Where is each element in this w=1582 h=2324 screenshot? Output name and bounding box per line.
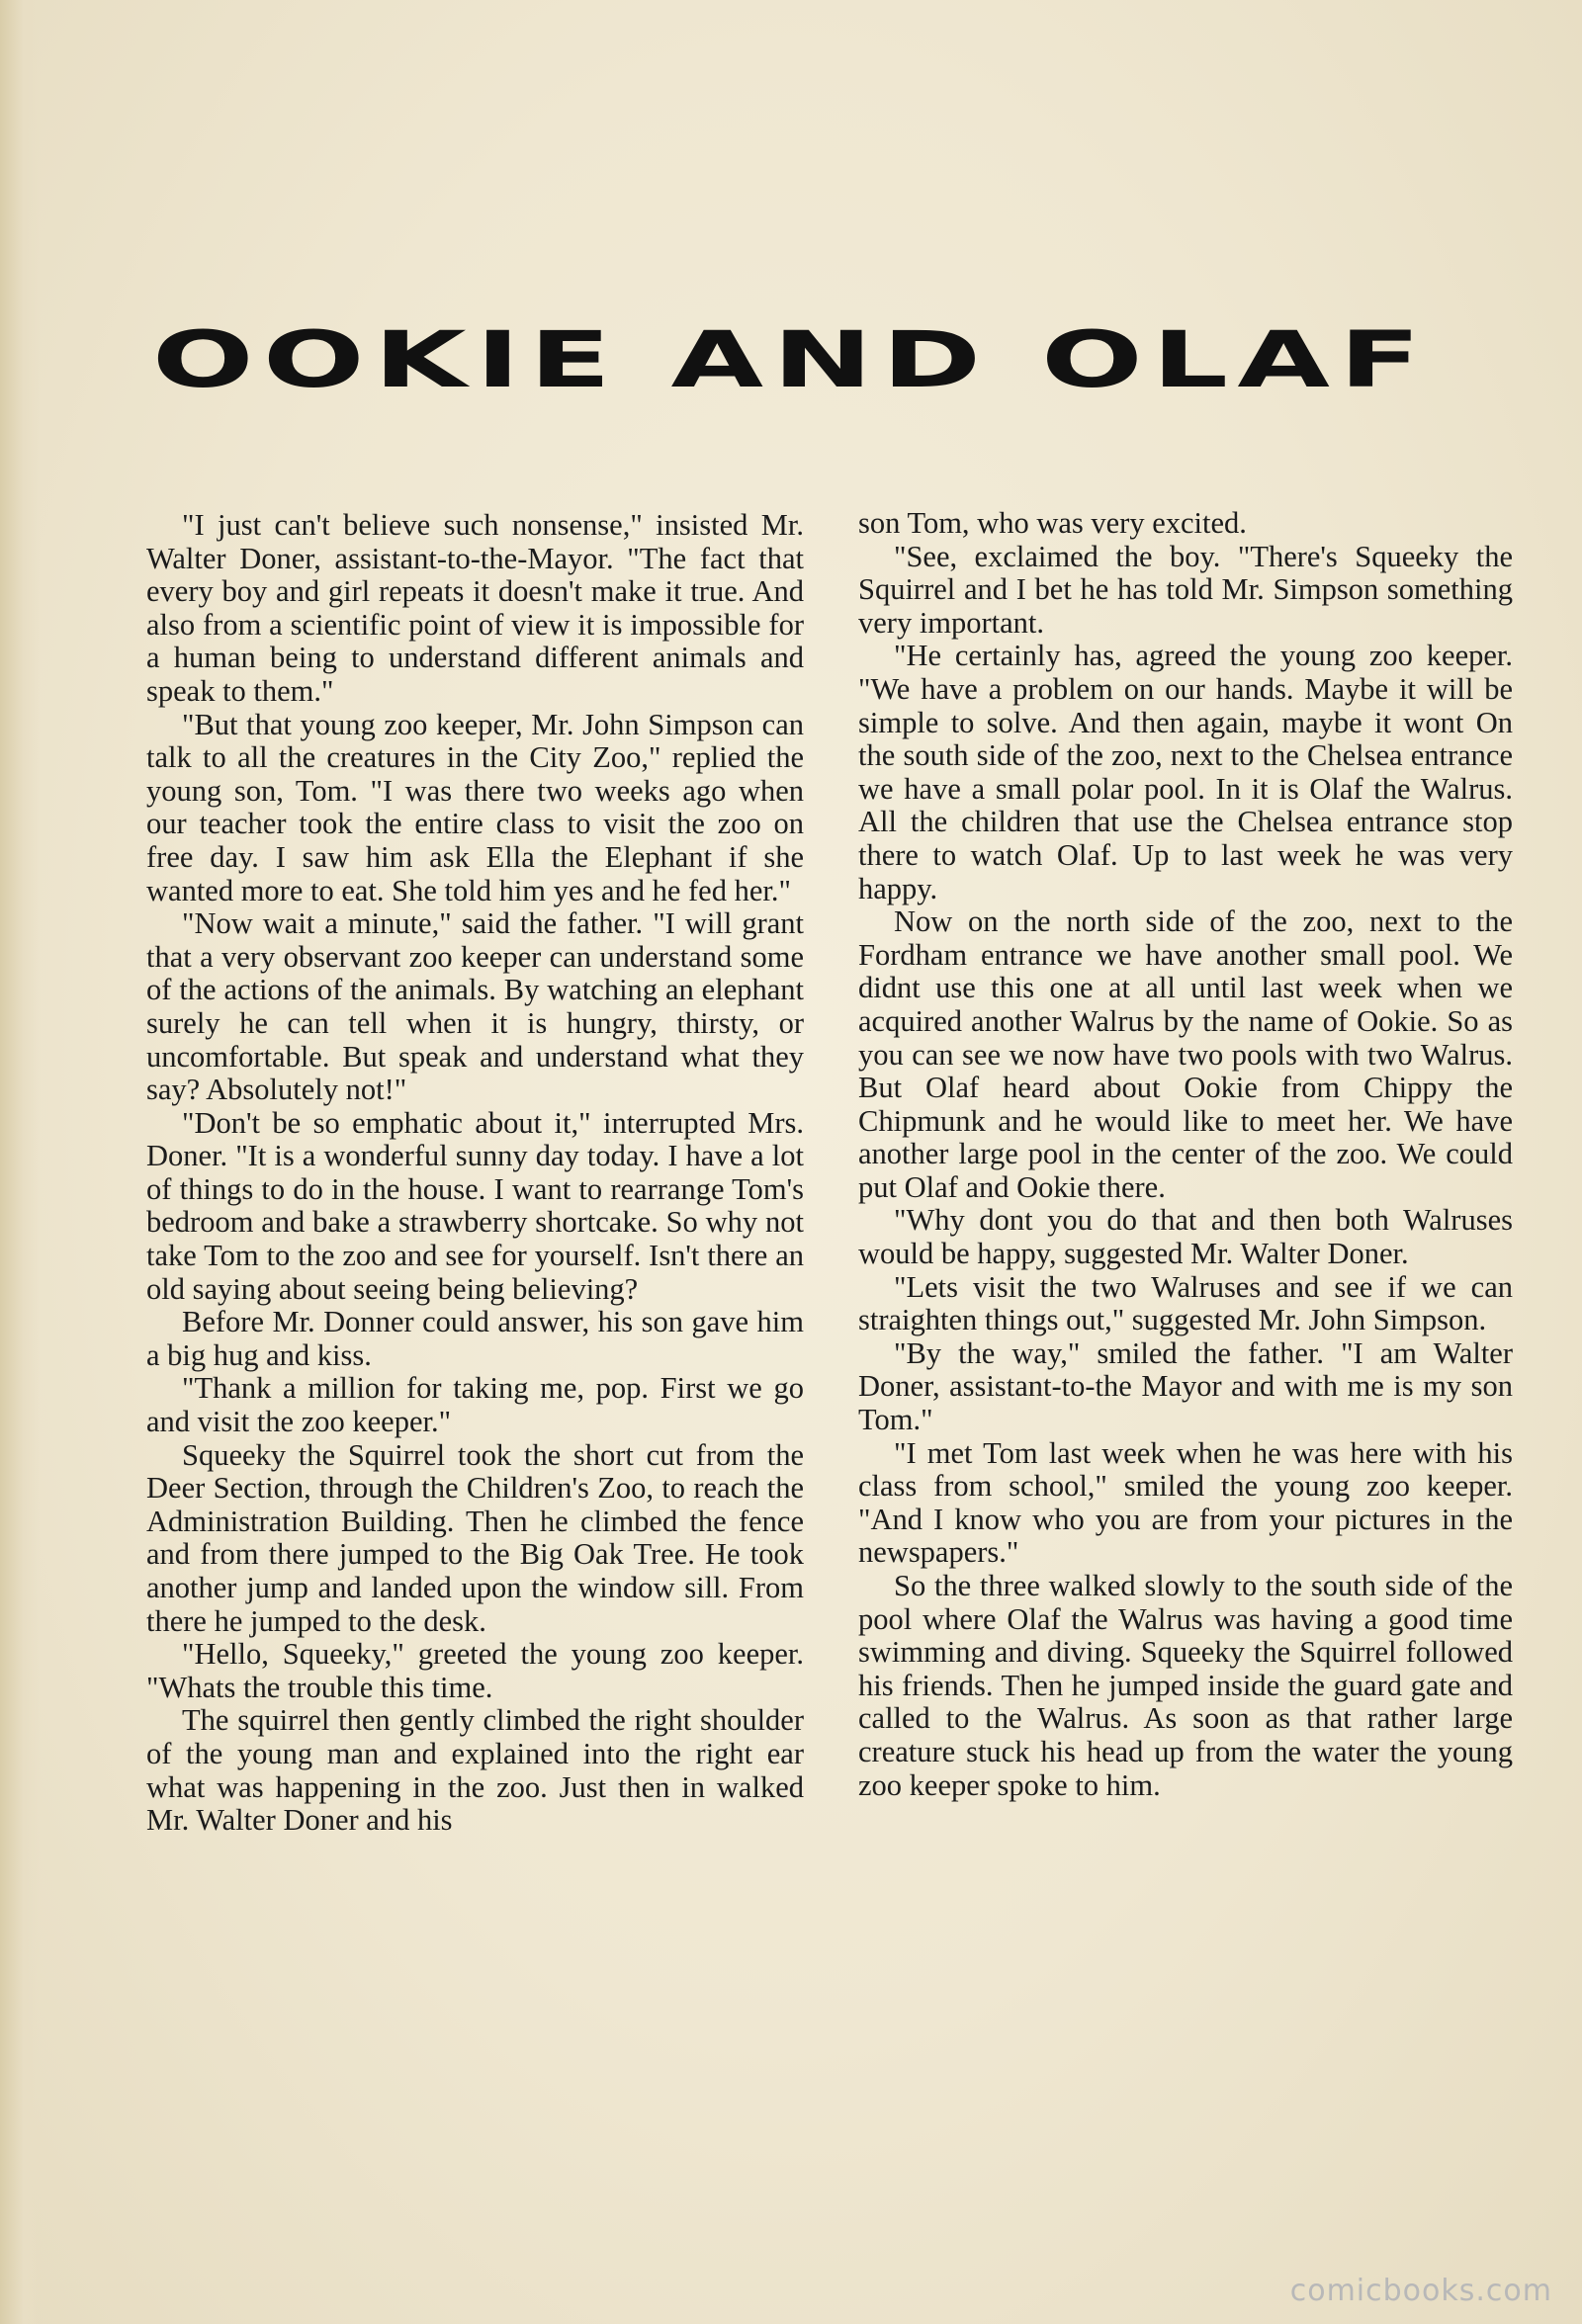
paragraph: "See, exclaimed the boy. "There's Squeeky the Squirrel and I bet he has told Mr. Simpson something very important.: [858, 539, 1513, 640]
paragraph: "Thank a million for taking me, pop. First we go and visit the zoo keeper.": [146, 1371, 804, 1439]
watermark: comicbooks.com: [1289, 2274, 1552, 2308]
left-text-column: [146, 509, 804, 1838]
paragraph: "Now wait a minute," said the father. "I will grant that a very observant zoo keeper can understand some of the actions of the animals. By watching an elephant surely he can tell when it is hungry, thirsty, or uncomfortable. But speak and understand what they say? Absolutely not!": [146, 906, 804, 1107]
paragraph: "Lets visit the two Walruses and see if we can straighten things out," suggested Mr. John Simpson.: [858, 1269, 1513, 1337]
paragraph: "Why dont you do that and then both Walruses would be happy, suggested Mr. Walter Doner.: [858, 1203, 1513, 1271]
paragraph: "Hello, Squeeky," greeted the young zoo keeper. "Whats the trouble this time.: [146, 1637, 804, 1704]
paragraph: "Don't be so emphatic about it," interrupted Mrs. Doner. "It is a wonderful sunny day today. I have a lot of things to do in the house. I want to rearrange Tom's bedroom and bake a strawberry shortcake. So why not take Tom to the zoo and see for yourself. Isn't there an old saying about seeing being believing?: [146, 1105, 804, 1306]
story-title: OOKIE AND OLAF: [151, 316, 1431, 406]
right-text-column: [858, 507, 1513, 1802]
paragraph: So the three walked slowly to the south side of the pool where Olaf the Walrus was having a good time swimming and diving. Squeeky the Squirrel followed his friends. Then he jumped inside the guard gate and called to the Walrus. As soon as that rather large creature stuck his head up from the water the young zoo keeper spoke to him.: [858, 1569, 1513, 1802]
paragraph: Before Mr. Donner could answer, his son gave him a big hug and kiss.: [146, 1305, 804, 1372]
paragraph: "By the way," smiled the father. "I am Walter Doner, assistant-to-the Mayor and with me is my son Tom.": [858, 1335, 1513, 1437]
paragraph: Now on the north side of the zoo, next to the Fordham entrance we have another small pool. We didnt use this one at all until last week when we acquired another Walrus by the name of Ookie. So as you can see we now have two pools with two Walrus. But Olaf heard about Ookie from Chippy the Chipmunk and he would like to meet her. We have another large pool in the center of the zoo. We could put Olaf and Ookie there.: [858, 904, 1513, 1204]
paragraph: "I just can't believe such nonsense," insisted Mr. Walter Doner, assistant-to-the-Mayor. "The fact that every boy and girl repeats it doesn't make it true. And also from a scientific point of view it is impossible for a human being to understand different animals and speak to them.": [146, 508, 804, 708]
paragraph: The squirrel then gently climbed the right shoulder of the young man and explained into the right ear what was happening in the zoo. Just then in walked Mr. Walter Doner and his: [146, 1703, 804, 1838]
paragraph: "But that young zoo keeper, Mr. John Simpson can talk to all the creatures in the City Zoo," replied the young son, Tom. "I was there two weeks ago when our teacher took the entire class to visit the zoo on free day. I saw him ask Ella the Elephant if she wanted more to eat. She told him yes and he fed her.": [146, 707, 804, 907]
paragraph: "He certainly has, agreed the young zoo keeper. "We have a problem on our hands. Maybe it will be simple to solve. And then again, maybe it wont On the south side of the zoo, next to the Chelsea entrance we have a small polar pool. In it is Olaf the Walrus. All the children that use the Chelsea entrance stop there to watch Olaf. Up to last week he was very happy.: [858, 639, 1513, 905]
paragraph: son Tom, who was very excited.: [858, 506, 1247, 540]
paragraph: Squeeky the Squirrel took the short cut from the Deer Section, through the Children's Zoo, to reach the Administration Building. Then he climbed the fence and from there jumped to the Big Oak Tree. He took another jump and landed upon the window sill. From there he jumped to the desk.: [146, 1437, 804, 1638]
paragraph: "I met Tom last week when he was here with his class from school," smiled the young zoo keeper. "And I know who you are from your pictures in the newspapers.": [858, 1435, 1513, 1570]
